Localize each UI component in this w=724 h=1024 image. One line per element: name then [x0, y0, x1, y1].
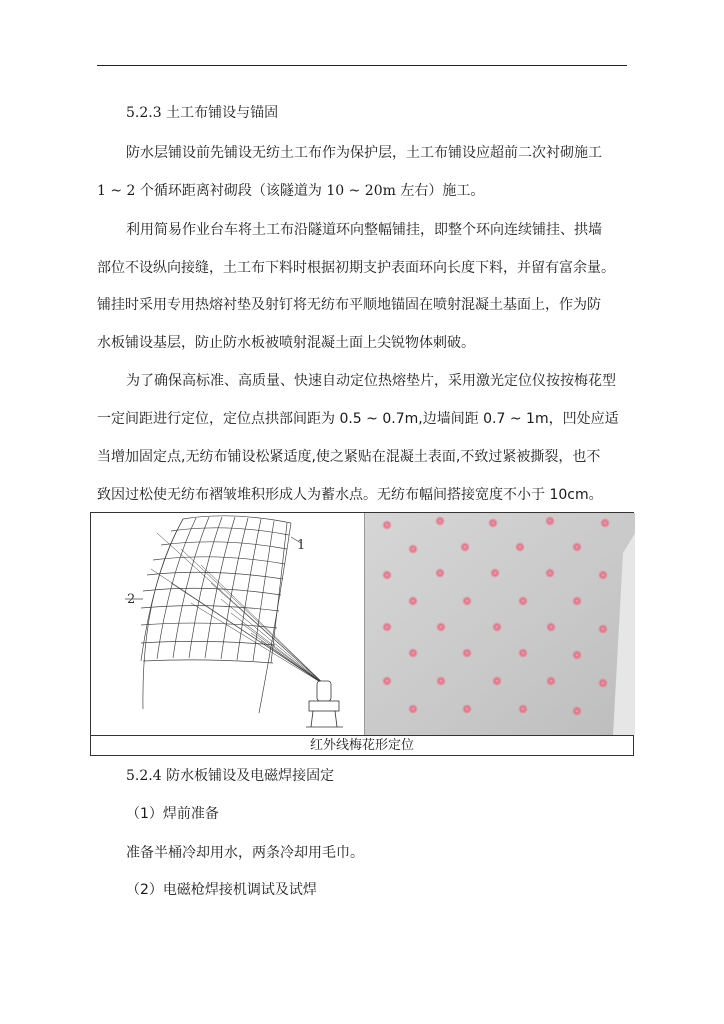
item-text-1: 准备半桶冷却用水，两条冷却用毛巾。 — [126, 845, 364, 861]
header-rule — [97, 65, 627, 66]
label-2: 2 — [127, 592, 136, 607]
laser-grid-diagram — [91, 513, 364, 735]
item-heading-1: （1）焊前准备 — [126, 806, 219, 822]
paragraph-line: 一定间距进行定位，定位点拱部间距为 0.5 ~ 0.7m,边墙间距 0.7 ~ 1m，凹处应适 — [97, 411, 619, 427]
paragraph-line: 为了确保高标准、高质量、快速自动定位热熔垫片，采用激光定位仪按按梅花型 — [126, 373, 616, 389]
paragraph-line: 部位不设纵向接缝，土工布下料时根据初期支护表面环向长度下料，并留有富余量。 — [97, 260, 615, 276]
label-1: 1 — [297, 538, 306, 553]
paragraph-line: 致因过松使无纺布褶皱堆积形成人为蓄水点。无纺布幅间搭接宽度不小于 10cm。 — [97, 487, 603, 503]
paragraph-line: 水板铺设基层，防止防水板被喷射混凝土面上尖锐物体刺破。 — [97, 335, 475, 351]
paragraph-line: 当增加固定点,无纺布铺设松紧适度,使之紧贴在混凝土表面,不致过紧被撕裂，也不 — [97, 449, 601, 465]
section-heading-5-2-3: 5.2.3 土工布铺设与锚固 — [126, 105, 279, 121]
paragraph-line: 1 ~ 2 个循环距离衬砌段（该隧道为 10 ~ 20m 左右）施工。 — [97, 183, 485, 199]
laser-dots-photo — [364, 513, 635, 735]
paragraph-line: 利用简易作业台车将土工布沿隧道环向整幅铺挂，即整个环向连续铺挂、拱墙 — [126, 222, 602, 238]
figure-caption: 红外线梅花形定位 — [91, 735, 633, 756]
paragraph-line: 防水层铺设前先铺设无纺土工布作为保护层，土工布铺设应超前二次衬砌施工 — [126, 145, 602, 161]
figure-laser-positioning — [90, 512, 634, 756]
section-heading-5-2-4: 5.2.4 防水板铺设及电磁焊接固定 — [126, 768, 335, 784]
paragraph-line: 铺挂时采用专用热熔衬垫及射钉将无纺布平顺地锚固在喷射混凝土基面上，作为防 — [97, 297, 601, 313]
item-heading-2: （2）电磁枪焊接机调试及试焊 — [126, 882, 317, 898]
